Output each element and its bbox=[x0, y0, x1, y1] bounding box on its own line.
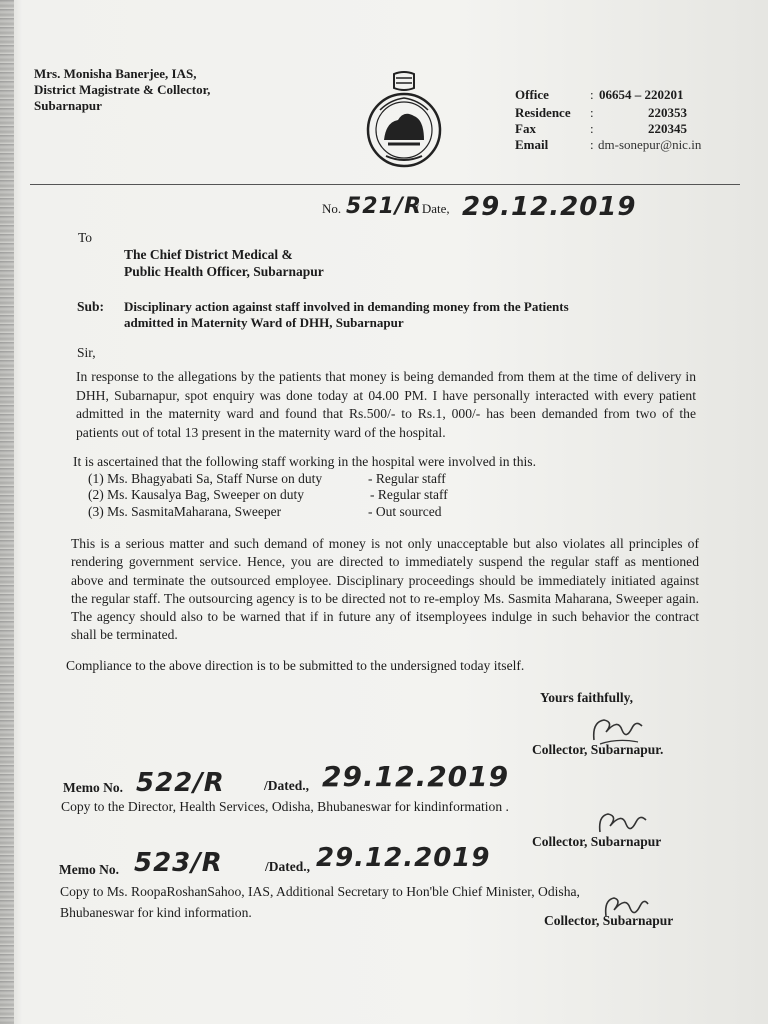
signatory: Collector, Subarnapur. bbox=[532, 742, 664, 757]
ref-date-value: 29.12.2019 bbox=[462, 192, 637, 222]
letterhead-divider bbox=[30, 184, 740, 185]
memo1-number: 522/R bbox=[136, 768, 225, 798]
contact-office-value: 06654 – 220201 bbox=[599, 87, 684, 102]
memo1-dated-label: /Dated., bbox=[264, 778, 309, 793]
state-emblem-icon bbox=[360, 70, 448, 170]
staff-status-3: - Out sourced bbox=[368, 504, 442, 519]
contact-residence-sep: : bbox=[590, 105, 594, 120]
memo2-text-line1: Copy to Ms. RoopaRoshanSahoo, IAS, Additional Secretary to Hon'ble Chief Minister, Odisha, bbox=[60, 884, 580, 899]
salutation: Sir, bbox=[77, 345, 96, 360]
contact-email-sep: : bbox=[590, 137, 594, 152]
contact-residence-label: Residence bbox=[515, 105, 571, 120]
memo1-signatory: Collector, Subarnapur bbox=[532, 834, 662, 849]
memo1-text: Copy to the Director, Health Services, Odisha, Bhubaneswar for kindinformation . bbox=[61, 799, 509, 814]
contact-email-value: dm-sonepur@nic.in bbox=[598, 137, 702, 152]
subject-line1: Disciplinary action against staff involved in demanding money from the Patients bbox=[124, 299, 569, 314]
paragraph-text: In response to the allegations by the patients that money is being demanded from them at the time of delivery in DHH, Subarnapur, spot enquiry was done today at 04.00 PM. I have personally interacted with every patient admitted in the maternity ward and found that Rs.500/- to Rs.1, 000/- has been demanded from two of the patients out of total 13 present in the maternity ward of the hospital. bbox=[76, 369, 696, 440]
addressee-line1: The Chief District Medical & bbox=[124, 247, 293, 262]
body-paragraph-4: Compliance to the above direction is to be submitted to the undersigned today itself. bbox=[66, 658, 525, 673]
memo2-signatory: Collector, Subarnapur bbox=[544, 913, 674, 928]
contact-fax-value: 220345 bbox=[648, 121, 687, 136]
subject-line2: admitted in Maternity Ward of DHH, Subarnapur bbox=[124, 315, 404, 330]
subject-label: Sub: bbox=[77, 299, 105, 314]
body-paragraph-3 bbox=[71, 535, 699, 645]
memo2-label: Memo No. bbox=[59, 862, 119, 877]
paragraph-text: This is a serious matter and such demand of money is not only unacceptable but also violates all principles of rendering government service. Hence, you are directed to immediately suspend the regular staff as mentioned above and terminate the outsourced employee. Disciplinary proceedings should be immediately initiated against the regular staff. The outsourcing agency is to be directed not to re-employ Ms. Sasmita Maharana, Sweeper again. The agency should also to be warned that if in future any of itsemployees indulge in such behavior the contract shall be terminated. bbox=[71, 536, 699, 643]
memo2-dated-label: /Dated., bbox=[265, 859, 310, 874]
officer-name: Mrs. Monisha Banerjee, IAS, bbox=[34, 66, 197, 81]
binder-edge bbox=[0, 0, 14, 1024]
contact-office-label: Office bbox=[515, 87, 549, 102]
staff-status-2: - Regular staff bbox=[370, 487, 448, 502]
contact-residence-value: 220353 bbox=[648, 105, 687, 120]
body-paragraph-2-intro: It is ascertained that the following staff working in the hospital were involved in this. bbox=[73, 454, 536, 469]
staff-name-3: (3) Ms. SasmitaMaharana, Sweeper bbox=[88, 504, 282, 519]
memo1-label: Memo No. bbox=[63, 780, 123, 795]
contact-office-sep: : bbox=[590, 87, 594, 102]
memo2-date: 29.12.2019 bbox=[316, 843, 491, 873]
officer-place: Subarnapur bbox=[34, 98, 102, 113]
closing: Yours faithfully, bbox=[540, 690, 634, 705]
staff-name-2: (2) Ms. Kausalya Bag, Sweeper on duty bbox=[88, 487, 304, 502]
staff-name-1: (1) Ms. Bhagyabati Sa, Staff Nurse on duty bbox=[88, 471, 323, 486]
ref-no-label: No. bbox=[322, 201, 342, 216]
memo2-number: 523/R bbox=[134, 848, 223, 878]
body-paragraph-1 bbox=[76, 368, 696, 442]
ref-no-value: 521/R bbox=[346, 194, 422, 219]
to-label: To bbox=[78, 230, 93, 245]
memo2-text-line2: Bhubaneswar for kind information. bbox=[60, 905, 252, 920]
staff-status-1: - Regular staff bbox=[368, 471, 446, 486]
officer-designation: District Magistrate & Collector, bbox=[34, 82, 211, 97]
addressee-line2: Public Health Officer, Subarnapur bbox=[124, 264, 324, 279]
contact-fax-sep: : bbox=[590, 121, 594, 136]
contact-email-label: Email bbox=[515, 137, 549, 152]
ref-date-label: / Date, bbox=[415, 201, 450, 216]
memo1-date: 29.12.2019 bbox=[322, 760, 510, 793]
contact-fax-label: Fax bbox=[515, 121, 536, 136]
